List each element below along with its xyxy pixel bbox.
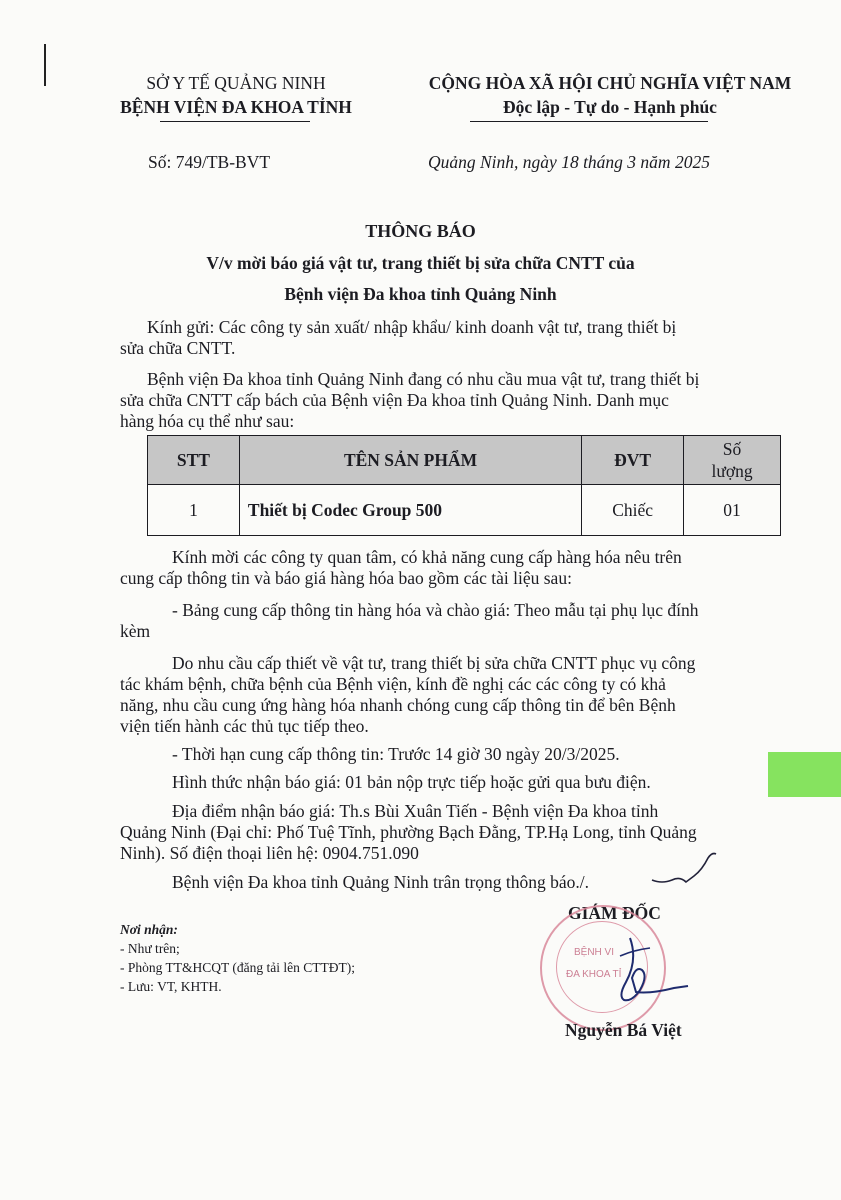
addressee-line1: Kính gửi: Các công ty sản xuất/ nhập khẩu/ kinh doanh vật tư, trang thiết bị <box>147 317 677 337</box>
request-line4: viện tiến hành các thủ tục tiếp theo. <box>120 716 369 736</box>
contact-line3: Ninh). Số điện thoại liên hệ: 0904.751.090 <box>120 843 419 863</box>
submission-method: Hình thức nhận báo giá: 01 bản nộp trực tiếp hoặc gửi qua bưu điện. <box>172 772 651 792</box>
notice-subject-line2: Bệnh viện Đa khoa tỉnh Quảng Ninh <box>284 284 557 304</box>
director-signature <box>590 930 700 1010</box>
signer-name: Nguyễn Bá Việt <box>565 1020 682 1040</box>
doc-list-line1: - Bảng cung cấp thông tin hàng hóa và chào giá: Theo mẫu tại phụ lục đính <box>172 600 699 620</box>
scan-mark <box>44 44 46 86</box>
cell-unit: Chiếc <box>582 485 684 536</box>
seal-text-line1: BỆNH VI <box>574 947 615 958</box>
table-header-row <box>148 436 781 485</box>
seal-text-line2: ĐA KHOA TỈ <box>566 969 622 980</box>
hospital-name: BỆNH VIỆN ĐA KHOA TỈNH <box>120 97 352 117</box>
col-header-name: TÊN SẢN PHẨM <box>239 436 581 485</box>
country-name: CỘNG HÒA XÃ HỘI CHỦ NGHĨA VIỆT NAM <box>428 73 792 93</box>
signer-title: GIÁM ĐỐC <box>568 903 661 923</box>
contact-line2: Quảng Ninh (Đại chỉ: Phố Tuệ Tĩnh, phường Bạch Đằng, TP.Hạ Long, tỉnh Quảng <box>120 822 697 842</box>
doc-list-line2: kèm <box>120 621 151 641</box>
cell-stt: 1 <box>148 485 240 536</box>
motto-underline <box>470 121 708 122</box>
invite-line1: Kính mời các công ty quan tâm, có khả năng cung cấp hàng hóa nêu trên <box>172 547 682 567</box>
invite-line2: cung cấp thông tin và báo giá hàng hóa bao gồm các tài liệu sau: <box>120 568 572 588</box>
recipient-item: - Lưu: VT, KHTH. <box>120 979 222 994</box>
items-table <box>147 435 781 536</box>
col-header-qty <box>684 436 781 485</box>
contact-line1: Địa điểm nhận báo giá: Th.s Bùi Xuân Tiến - Bệnh viện Đa khoa tỉnh <box>172 801 659 821</box>
hospital-underline <box>160 121 310 122</box>
recipients-title: Nơi nhận: <box>120 922 178 937</box>
request-line3: năng, nhu cầu cung ứng hàng hóa nhanh chóng cung cấp thông tin để bên Bệnh <box>120 695 676 715</box>
doc-number: Số: 749/TB-BVT <box>148 152 271 172</box>
initial-signature <box>650 850 720 895</box>
closing: Bệnh viện Đa khoa tỉnh Quảng Ninh trân trọng thông báo./. <box>172 872 590 892</box>
col-header-unit: ĐVT <box>582 436 684 485</box>
col-header-qty-line1: Số <box>722 439 742 459</box>
highlight-patch <box>768 752 841 797</box>
place-date: Quảng Ninh, ngày 18 tháng 3 năm 2025 <box>428 152 710 172</box>
cell-qty: 01 <box>684 485 781 536</box>
intro-line2: sửa chữa CNTT cấp bách của Bệnh viện Đa khoa tỉnh Quảng Ninh. Danh mục <box>120 390 669 410</box>
col-header-stt: STT <box>148 436 240 485</box>
intro-line3: hàng hóa cụ thể như sau: <box>120 411 295 431</box>
request-line2: tác khám bệnh, chữa bệnh của Bệnh viện, kính đề nghị các các công ty có khả <box>120 674 666 694</box>
table-row <box>148 485 781 536</box>
notice-subject-line1: V/v mời báo giá vật tư, trang thiết bị sửa chữa CNTT của <box>206 253 635 273</box>
recipient-item: - Phòng TT&HCQT (đăng tải lên CTTĐT); <box>120 960 355 975</box>
addressee-line2: sửa chữa CNTT. <box>120 338 236 358</box>
motto: Độc lập - Tự do - Hạnh phúc <box>503 97 717 117</box>
request-line1: Do nhu cầu cấp thiết về vật tư, trang thiết bị sửa chữa CNTT phục vụ công <box>172 653 696 673</box>
recipient-item: - Như trên; <box>120 941 180 956</box>
notice-title: THÔNG BÁO <box>365 221 476 241</box>
deadline: - Thời hạn cung cấp thông tin: Trước 14 giờ 30 ngày 20/3/2025. <box>172 744 620 764</box>
agency-name: SỞ Y TẾ QUẢNG NINH <box>146 73 326 93</box>
col-header-qty-line2: lượng <box>711 461 753 481</box>
intro-line1: Bệnh viện Đa khoa tỉnh Quảng Ninh đang có nhu cầu mua vật tư, trang thiết bị <box>147 369 700 389</box>
cell-name: Thiết bị Codec Group 500 <box>239 485 581 536</box>
